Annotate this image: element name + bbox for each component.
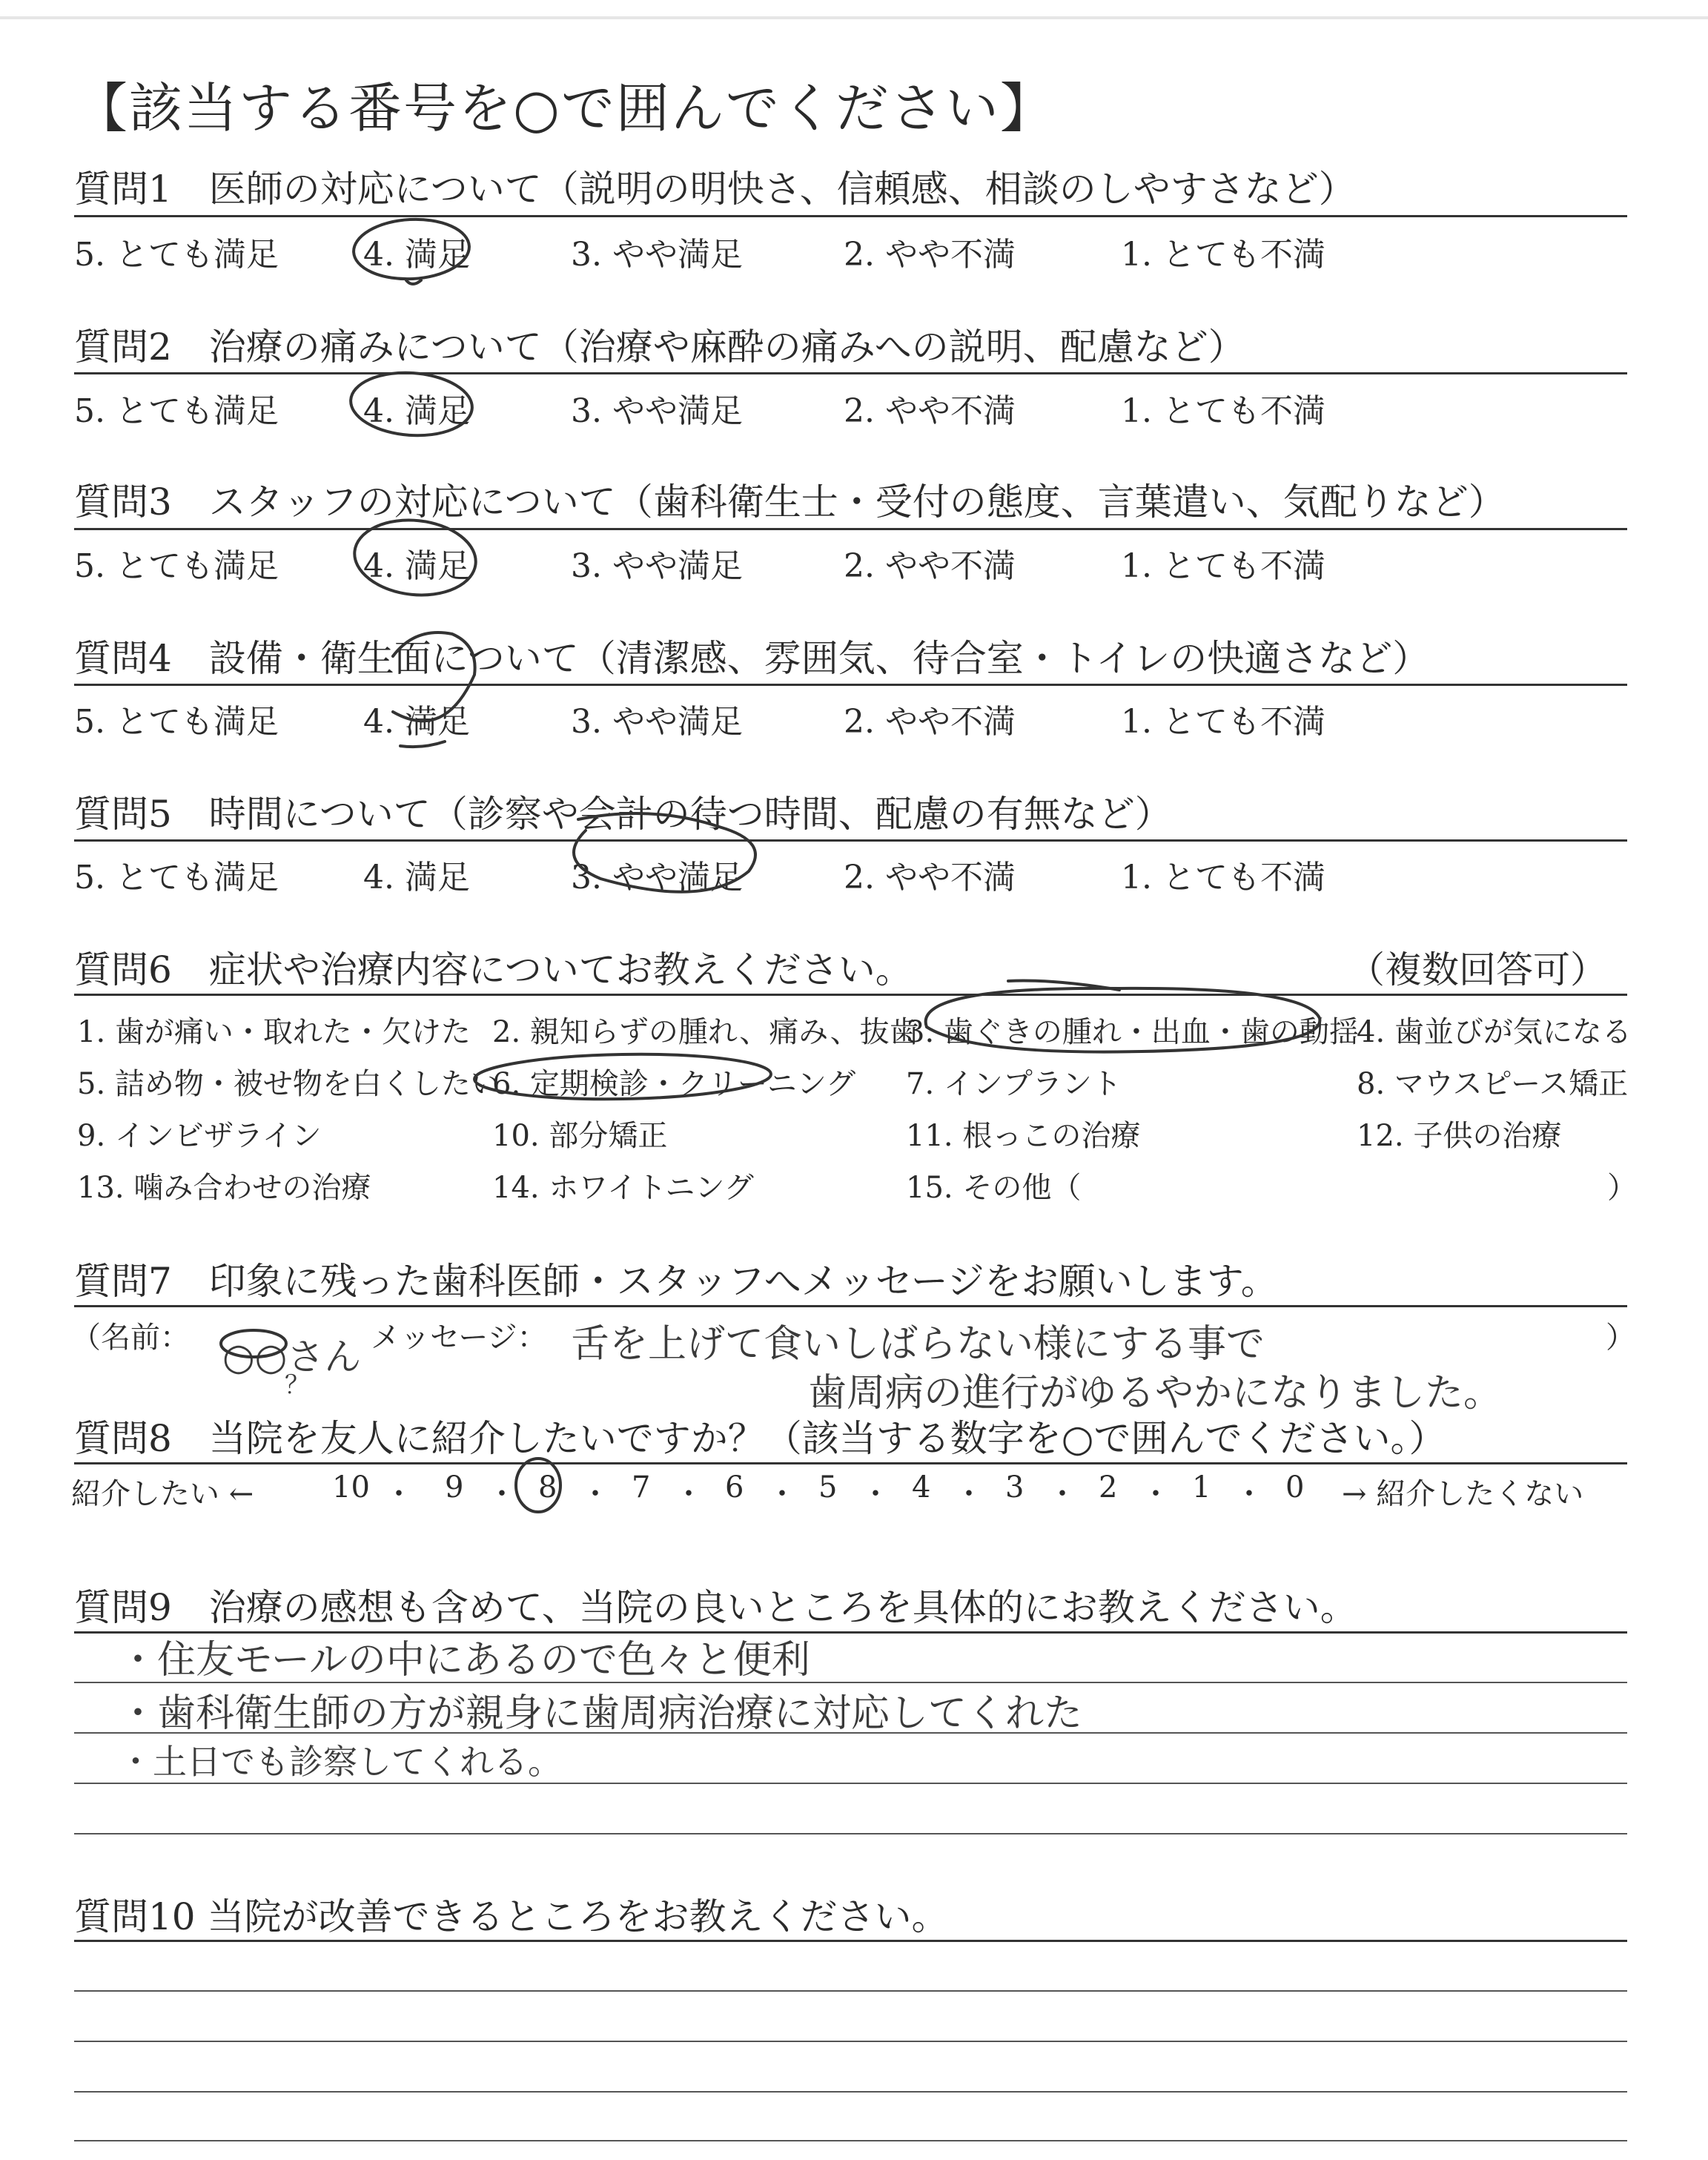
q9-title: 質問9 治療の感想も含めて、当院の良いところを具体的にお教えください。 <box>74 1586 1357 1629</box>
q8-scale-4[interactable]: 4 <box>912 1470 931 1505</box>
q6-item-8[interactable]: 8. マウスピース矯正 <box>1357 1067 1629 1101</box>
q5-circle <box>574 813 755 892</box>
q10-title: 質問10 当院が改善できるところをお教えください。 <box>74 1895 949 1938</box>
q8-circle-8 <box>516 1459 560 1512</box>
q9-answer-2[interactable]: ・歯科衛生師の方が親身に歯周病治療に対応してくれた <box>119 1691 1083 1736</box>
page-title: 【該当する番号を○で囲んでください】 <box>74 77 1055 139</box>
q6-item-13[interactable]: 13. 噛み合わせの治療 <box>77 1171 371 1205</box>
q8-scale-5[interactable]: 5 <box>818 1470 838 1505</box>
q8-scale-3[interactable]: 3 <box>1005 1470 1025 1505</box>
q1-circle-tail <box>406 280 421 284</box>
q8-scale-2[interactable]: 2 <box>1099 1470 1118 1505</box>
q4-option-2[interactable]: 2. やや不満 <box>844 703 1016 741</box>
q3-option-1[interactable]: 1. とても不満 <box>1121 547 1325 585</box>
q5-option-4[interactable]: 4. 満足 <box>363 859 470 896</box>
q4-option-4[interactable]: 4. 満足 <box>363 703 470 741</box>
q6-item-4[interactable]: 4. 歯並びが気になる <box>1357 1015 1632 1049</box>
q8-scale-0[interactable]: 0 <box>1285 1470 1305 1505</box>
q6-item-10[interactable]: 10. 部分矯正 <box>492 1119 668 1153</box>
q8-right-label: → 紹介したくない <box>1342 1477 1584 1511</box>
q6-item-12[interactable]: 12. 子供の治療 <box>1357 1119 1562 1153</box>
q8-scale-9[interactable]: 9 <box>445 1470 464 1505</box>
q3-option-5[interactable]: 5. とても満足 <box>74 547 279 585</box>
q8-scale-8[interactable]: 8 <box>538 1470 557 1505</box>
q7-name-mark <box>221 1330 286 1357</box>
q8-scale-separator: ・ <box>384 1477 414 1511</box>
q1-circle <box>352 217 471 282</box>
q1-option-4[interactable]: 4. 満足 <box>363 236 470 274</box>
q7-title: 質問7 印象に残った歯科医師・スタッフへメッセージをお願いします。 <box>74 1260 1278 1303</box>
q6-item-2[interactable]: 2. 親知らずの腫れ、痛み、抜歯 <box>492 1015 919 1049</box>
q2-circle <box>348 369 474 439</box>
q7-message-line2[interactable]: 歯周病の進行がゆるやかになりました。 <box>808 1371 1503 1416</box>
q8-scale-separator: ・ <box>1047 1477 1077 1511</box>
q6-note: （複数回答可） <box>1348 948 1607 991</box>
q9-answer-1[interactable]: ・住友モールの中にあるので色々と便利 <box>119 1638 810 1682</box>
q7-message-label: メッセージ： <box>371 1321 547 1355</box>
q6-circle-3 <box>926 988 1320 1052</box>
q2-title: 質問2 治療の痛みについて（治療や麻酔の痛みへの説明、配慮など） <box>74 326 1245 369</box>
q8-left-label: 紹介したい ← <box>71 1477 254 1511</box>
q7-close-paren: ） <box>1606 1321 1635 1355</box>
q8-scale-separator: ・ <box>1141 1477 1171 1511</box>
q2-option-1[interactable]: 1. とても不満 <box>1121 392 1325 430</box>
q4-title: 質問4 設備・衛生面について（清潔感、雰囲気、待合室・トイレの快適さなど） <box>74 637 1430 680</box>
q8-scale-separator: ・ <box>767 1477 797 1511</box>
q6-title: 質問6 症状や治療内容についてお教えください。 <box>74 948 913 991</box>
q7-name-value[interactable]: ○○さん <box>222 1335 362 1378</box>
q3-option-3[interactable]: 3. やや満足 <box>571 547 743 585</box>
q2-option-4[interactable]: 4. 満足 <box>363 392 470 430</box>
q1-option-5[interactable]: 5. とても満足 <box>74 236 279 274</box>
q6-item-15[interactable]: 15. その他（ <box>906 1171 1082 1205</box>
q2-option-3[interactable]: 3. やや満足 <box>571 392 743 430</box>
q7-name-label: （名前： <box>71 1321 190 1355</box>
q5-option-1[interactable]: 1. とても不満 <box>1121 859 1325 896</box>
q8-scale-6[interactable]: 6 <box>725 1470 744 1505</box>
q1-title: 質問1 医師の対応について（説明の明快さ、信頼感、相談のしやすさなど） <box>74 168 1356 211</box>
q8-scale-separator: ・ <box>861 1477 890 1511</box>
q6-item-15-close: ） <box>1607 1171 1637 1205</box>
q1-option-1[interactable]: 1. とても不満 <box>1121 236 1325 274</box>
q3-option-2[interactable]: 2. やや不満 <box>844 547 1016 585</box>
q5-option-3[interactable]: 3. やや満足 <box>571 859 743 896</box>
q6-item-3[interactable]: 3. 歯ぐきの腫れ・出血・歯の動揺 <box>906 1015 1359 1049</box>
q4-circle-tail <box>400 742 445 747</box>
q8-scale-separator: ・ <box>487 1477 517 1511</box>
q6-item-5[interactable]: 5. 詰め物・被せ物を白くしたい <box>77 1067 500 1101</box>
q6-item-9[interactable]: 9. インビザライン <box>77 1119 322 1153</box>
q1-option-3[interactable]: 3. やや満足 <box>571 236 743 274</box>
q6-item-14[interactable]: 14. ホワイトニング <box>492 1171 754 1205</box>
q4-option-5[interactable]: 5. とても満足 <box>74 703 279 741</box>
q8-scale-separator: ・ <box>1234 1477 1264 1511</box>
q3-title: 質問3 スタッフの対応について（歯科衛生士・受付の態度、言葉遣い、気配りなど） <box>74 480 1506 524</box>
q8-scale-separator: ・ <box>674 1477 704 1511</box>
q5-option-5[interactable]: 5. とても満足 <box>74 859 279 896</box>
q3-circle <box>351 515 480 601</box>
q1-option-2[interactable]: 2. やや不満 <box>844 236 1016 274</box>
q4-option-3[interactable]: 3. やや満足 <box>571 703 743 741</box>
q3-option-4[interactable]: 4. 満足 <box>363 547 470 585</box>
q4-circle <box>393 633 475 721</box>
q8-title: 質問8 当院を友人に紹介したいですか？（該当する数字を○で囲んでください。） <box>74 1417 1446 1460</box>
q4-option-1[interactable]: 1. とても不満 <box>1121 703 1325 741</box>
q5-title: 質問5 時間について（診察や会計の待つ時間、配慮の有無など） <box>74 793 1172 836</box>
q8-scale-7[interactable]: 7 <box>632 1470 651 1505</box>
q6-item-7[interactable]: 7. インプラント <box>906 1067 1122 1101</box>
q2-option-5[interactable]: 5. とても満足 <box>74 392 279 430</box>
q2-option-2[interactable]: 2. やや不満 <box>844 392 1016 430</box>
q8-scale-10[interactable]: 10 <box>332 1470 370 1505</box>
q9-answer-3[interactable]: ・土日でも診察してくれる。 <box>119 1742 562 1782</box>
q8-scale-separator: ・ <box>580 1477 610 1511</box>
q6-item-11[interactable]: 11. 根っこの治療 <box>906 1119 1141 1153</box>
q7-message-line1[interactable]: 舌を上げて食いしばらない様にする事で <box>571 1322 1265 1367</box>
q6-item-1[interactable]: 1. 歯が痛い・取れた・欠けた <box>77 1015 471 1049</box>
q6-item-6[interactable]: 6. 定期検診・クリーニング <box>492 1067 856 1101</box>
q8-scale-1[interactable]: 1 <box>1192 1470 1211 1505</box>
q8-scale-separator: ・ <box>954 1477 984 1511</box>
q7-name-note: ？ <box>285 1370 310 1400</box>
q5-option-2[interactable]: 2. やや不満 <box>844 859 1016 896</box>
q6-circle-6 <box>474 1052 772 1102</box>
